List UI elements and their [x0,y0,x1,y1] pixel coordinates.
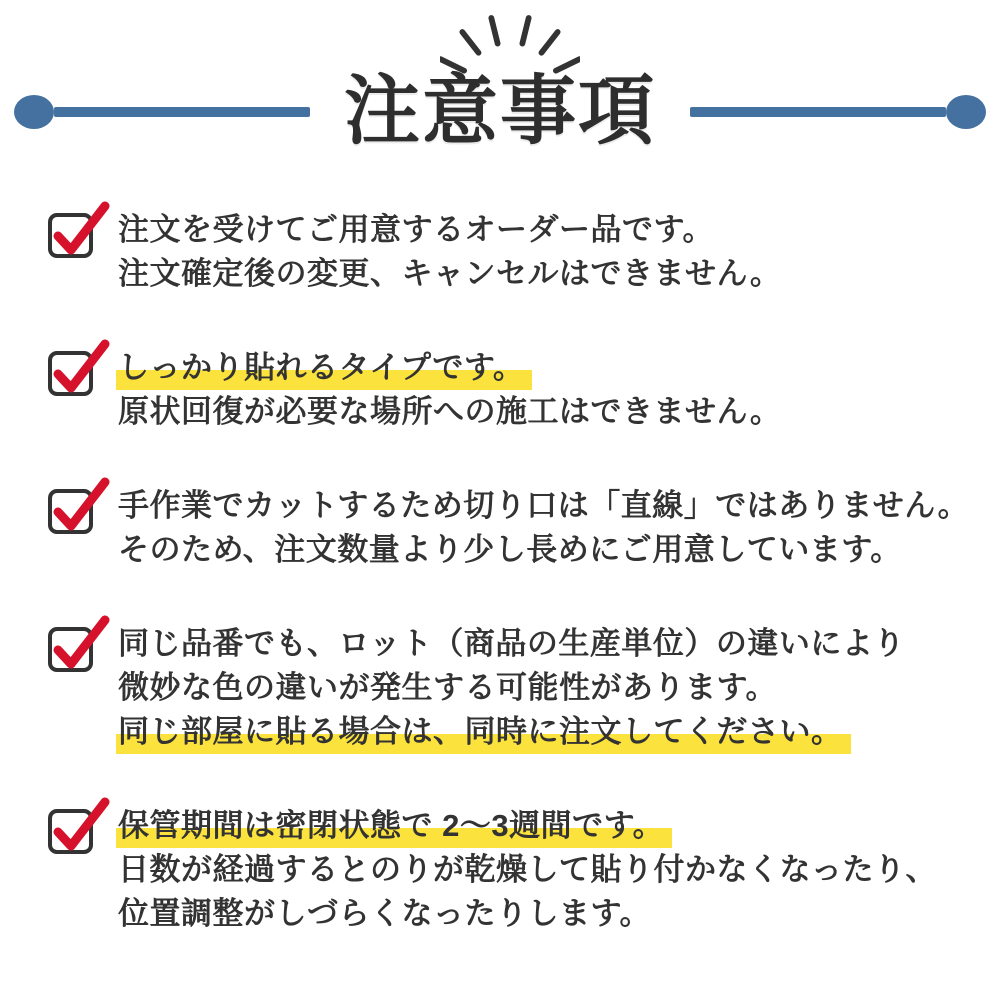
notice-item-text [118,804,937,936]
notice-item [46,804,980,936]
notice-line [118,484,969,528]
checkbox-checked-icon [46,613,110,673]
highlighted-text: 保管期間は密閉状態で 2〜3週間です。 [116,804,672,848]
notice-item [46,622,980,754]
notice-list [0,172,1000,936]
notice-line [118,208,781,252]
title-left-rule-group [14,95,310,129]
notice-line [118,710,905,754]
checkbox-checked-icon [46,795,110,855]
notice-item [46,208,980,296]
notice-text: 注文確定後の変更、キャンセルはできません。 [118,256,782,291]
title-row [0,68,1000,156]
checkbox-checked-icon [46,199,110,259]
notice-item-text [118,622,905,754]
title-right-dot [946,95,986,129]
notice-text: 微妙な色の違いが発生する可能性があります。 [118,670,778,705]
notice-item [46,484,980,572]
burst-icon [440,14,580,75]
notice-line [118,804,937,848]
notice-text: 手作業でカットするため切り口は「直線」ではありません。 [118,488,970,523]
highlighted-text: 同じ部屋に貼る場合は、同時に注文してください。 [116,710,851,754]
title-left-line [54,107,310,117]
page-title: 注意事項 [344,69,656,154]
notice-line [118,528,969,572]
notice-item-text [118,346,781,434]
notice-item-text [118,484,969,572]
notice-text: 位置調整がしづらくなったりします。 [118,896,652,931]
notice-line [118,666,905,710]
title-right-line [690,107,946,117]
title-left-dot [14,95,54,129]
highlighted-text: しっかり貼れるタイプです。 [116,346,532,390]
notice-line [118,346,781,390]
notice-text: 注文を受けてご用意するオーダー品です。 [118,212,715,247]
header [0,0,1000,172]
notice-line [118,892,937,936]
checkbox-checked-icon [46,337,110,397]
notice-item [46,346,980,434]
checkbox-checked-icon [46,475,110,535]
title-right-rule-group [690,95,986,129]
notice-line [118,390,781,434]
notice-line [118,252,781,296]
notice-text: 同じ品番でも、ロット（商品の生産単位）の違いにより [118,626,905,661]
notice-text: そのため、注文数量より少し長めにご用意しています。 [118,532,902,567]
notice-text: 日数が経過するとのりが乾燥して貼り付かなくなったり、 [118,852,937,887]
notice-text: 原状回復が必要な場所への施工はできません。 [118,394,782,429]
notice-item-text [118,208,781,296]
notice-line [118,622,905,666]
notice-line [118,848,937,892]
